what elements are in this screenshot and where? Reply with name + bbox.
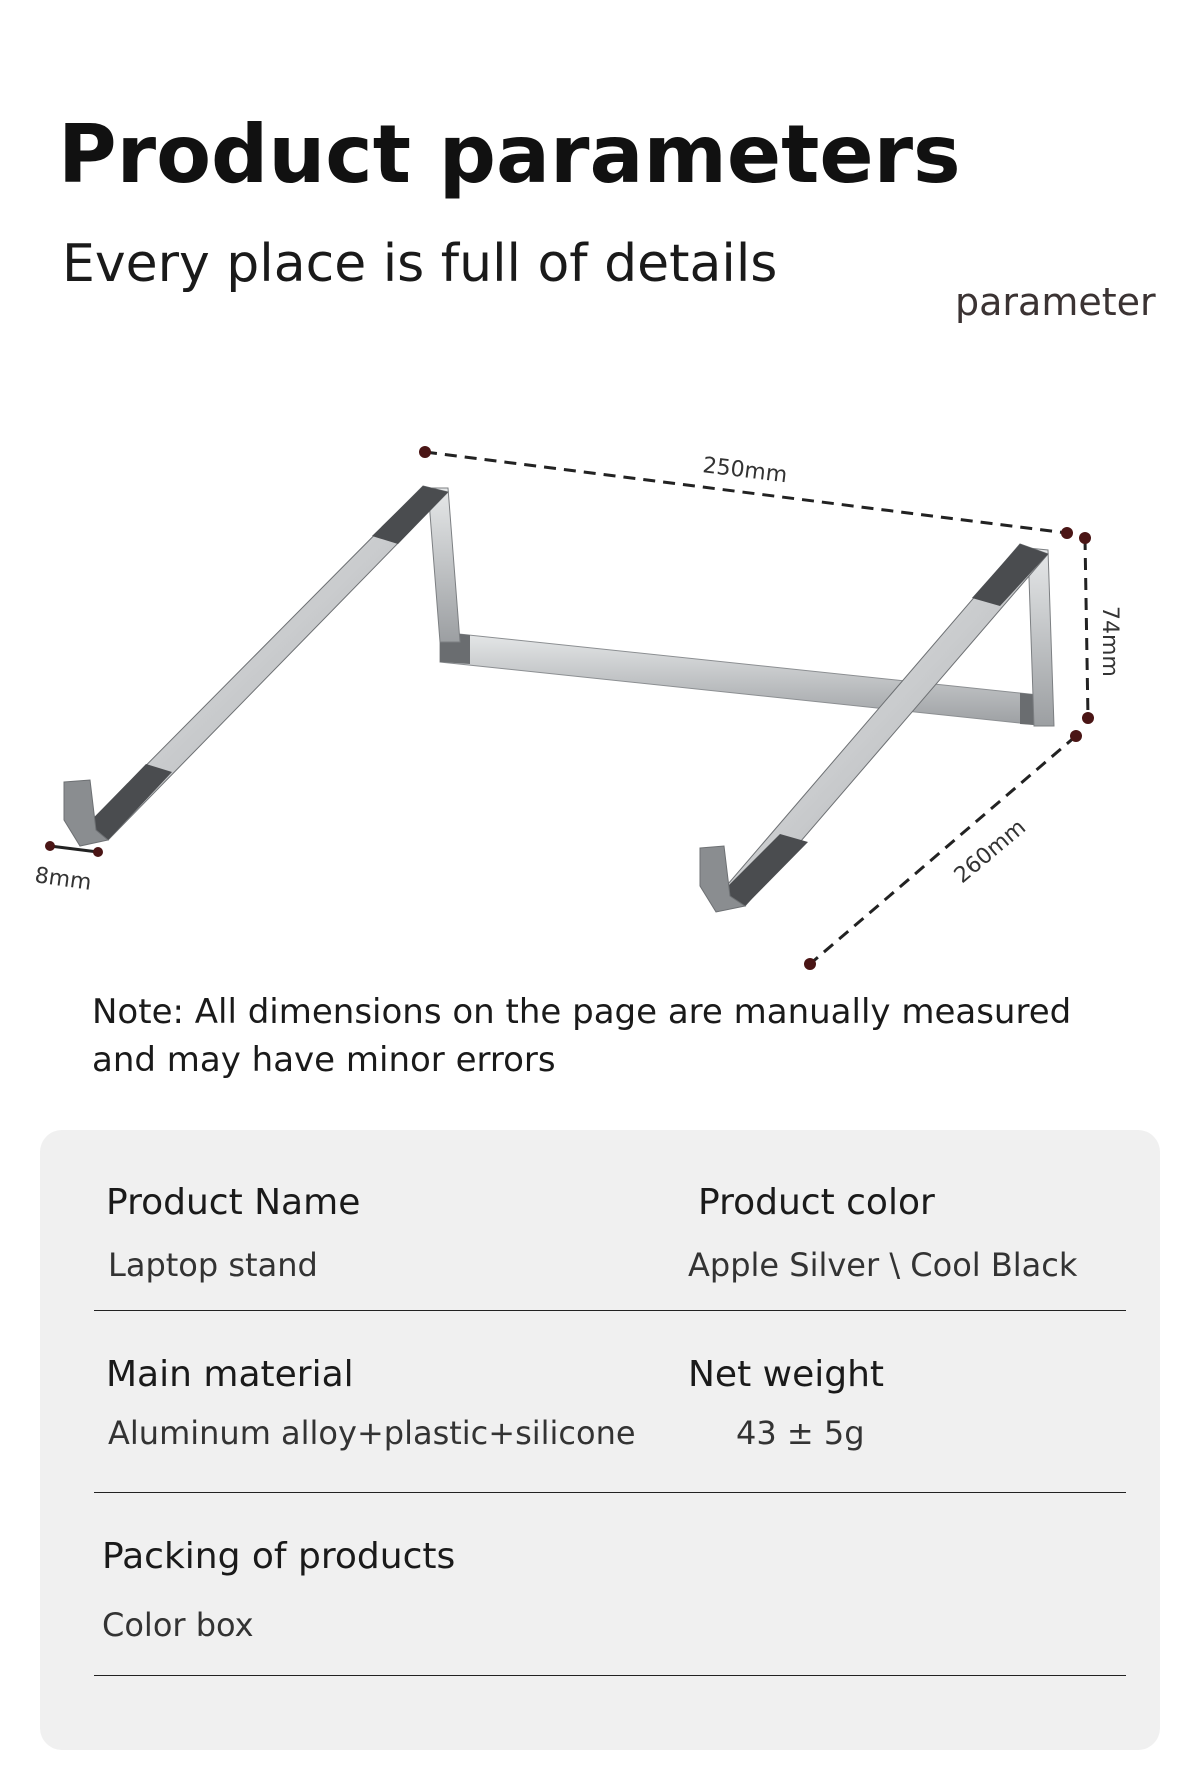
spec-panel: [40, 1130, 1160, 1750]
page-title: Product parameters: [58, 108, 961, 201]
spec-row: [94, 1130, 1126, 1311]
laptop-stand-diagram: [0, 420, 1200, 980]
packing-value: Color box: [102, 1606, 254, 1644]
product-name-value: Laptop stand: [108, 1246, 318, 1284]
product-color-label: Product color: [698, 1182, 935, 1223]
dim-height-label: 74mm: [1097, 606, 1122, 677]
product-name-label: Product Name: [106, 1182, 361, 1223]
measurement-note: Note: All dimensions on the page are manually measured and may have minor errors: [92, 992, 1072, 1080]
dim-lip-label: 8mm: [33, 863, 93, 896]
left-support: [64, 486, 460, 846]
spec-row: [94, 1310, 1126, 1493]
dim-width-label: 250mm: [701, 453, 789, 489]
product-color-value: Apple Silver \ Cool Black: [688, 1246, 1078, 1284]
main-material-label: Main material: [106, 1354, 354, 1395]
dim-depth-label: 260mm: [949, 814, 1031, 889]
spec-row: [94, 1492, 1126, 1676]
main-material-value: Aluminum alloy+plastic+silicone: [108, 1414, 636, 1452]
page-subtitle: Every place is full of details: [62, 234, 778, 294]
parameter-tagline: parameter: [955, 280, 1156, 324]
net-weight-value: 43 ± 5g: [736, 1414, 865, 1452]
packing-label: Packing of products: [102, 1536, 456, 1577]
net-weight-label: Net weight: [688, 1354, 885, 1395]
